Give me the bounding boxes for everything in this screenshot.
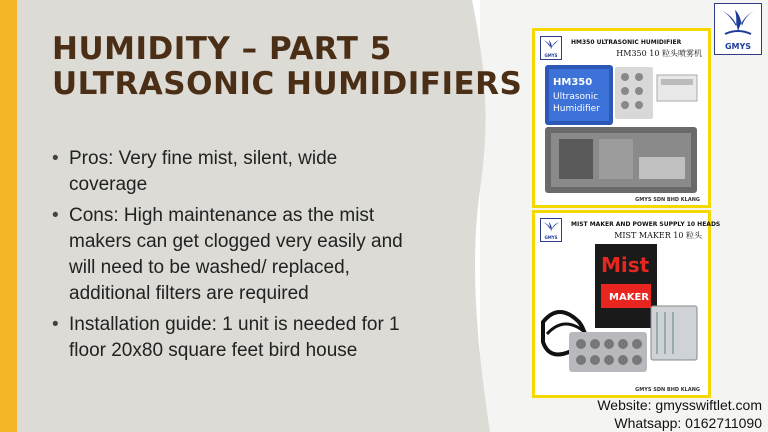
slide-title-line-2: ULTRASONIC HUMIDIFIERS [52, 66, 523, 102]
product-card-humidifier [532, 28, 711, 208]
mist-maker-product-image [539, 242, 704, 388]
card-footer: GMYS SDN BHD KLANG [635, 387, 700, 393]
bullet-installation: • Installation guide: 1 unit is needed for 1 floor 20x80 square feet bird house [52, 312, 412, 364]
contact-info [597, 396, 762, 432]
card-logo-label: GMYS [544, 53, 558, 58]
slide-title-line-1: HUMIDITY – PART 5 [52, 31, 392, 67]
card-subtitle: HM350 10 粒头喷雾机 [616, 49, 702, 58]
card-footer: GMYS SDN BHD KLANG [635, 197, 700, 203]
product-card-mist-maker [532, 210, 721, 398]
bullet-pros: • Pros: Very fine mist, silent, wide coverage [52, 146, 412, 198]
swiftlet-icon [541, 219, 561, 235]
website-text: Website: gmysswiftlet.com [597, 397, 762, 413]
whatsapp-text: Whatsapp: 0162711090 [614, 415, 762, 431]
device-text-3: Humidifier [553, 104, 600, 114]
bullet-list [52, 146, 412, 369]
swiftlet-icon [541, 37, 561, 53]
card-logo-label: GMYS [544, 235, 558, 240]
card-title: HM350 ULTRASONIC HUMIDIFIER [571, 39, 682, 46]
device-text-2: Ultrasonic [553, 92, 599, 102]
slide-title [52, 32, 522, 102]
box-text-2: MAKER [609, 292, 649, 303]
card-subtitle: MIST MAKER 10 粒头 [614, 231, 702, 240]
humidifier-product-image [539, 61, 704, 199]
box-text-1: Mist [601, 253, 650, 277]
swiftlet-icon [715, 4, 761, 42]
gmys-logo [714, 3, 762, 55]
device-text-1: HM350 [553, 77, 593, 88]
card-title: MIST MAKER AND POWER SUPPLY 10 HEADS [571, 221, 721, 228]
bullet-cons: • Cons: High maintenance as the mist makers can get clogged very easily and will need to be washed/ replaced, additional filters are required [52, 203, 412, 307]
card-logo [540, 36, 562, 60]
card-logo [540, 218, 562, 242]
accent-stripe [0, 0, 17, 432]
logo-label: GMYS [724, 42, 752, 51]
